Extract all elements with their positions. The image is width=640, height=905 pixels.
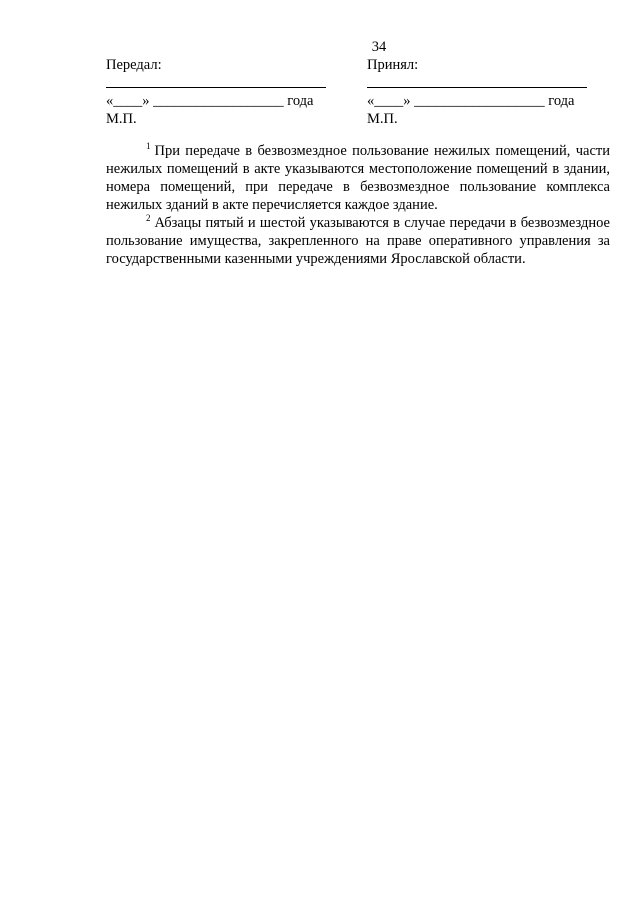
footnote-2-text: Абзацы пятый и шестой указываются в случае передачи в безвозмездное пользование имущества, закрепленного на праве оперативного управления за государственными казенными учреждениями Ярославской области. [106,215,610,267]
recipient-signature-line [367,74,597,92]
footnote-1 [106,142,610,214]
recipient-stamp-label: М.П. [367,111,398,127]
transferor-signature-line [106,74,336,92]
footnote-2 [106,214,610,268]
recipient-label: Принял: [367,57,419,73]
footnote-1-mark: 1 [146,141,151,151]
footnote-1-text: При передаче в безвозмездное пользование нежилых помещений, части нежилых помещений в акте указываются местоположение помещений в здании, номера помещений, при передаче в безвозмездное пользование комплекса нежилых зданий в акте перечисляется каждое здание. [106,143,610,213]
footnote-2-mark: 2 [146,213,151,223]
recipient-signature-block [367,56,597,128]
page-number: 34 [371,39,387,55]
transferor-signature-block [106,56,336,128]
transferor-label: Передал: [106,57,162,73]
footnotes [106,142,610,268]
transferor-date-line: «____» __________________ года [106,93,314,109]
recipient-date-line: «____» __________________ года [367,93,575,109]
transferor-stamp-label: М.П. [106,111,137,127]
